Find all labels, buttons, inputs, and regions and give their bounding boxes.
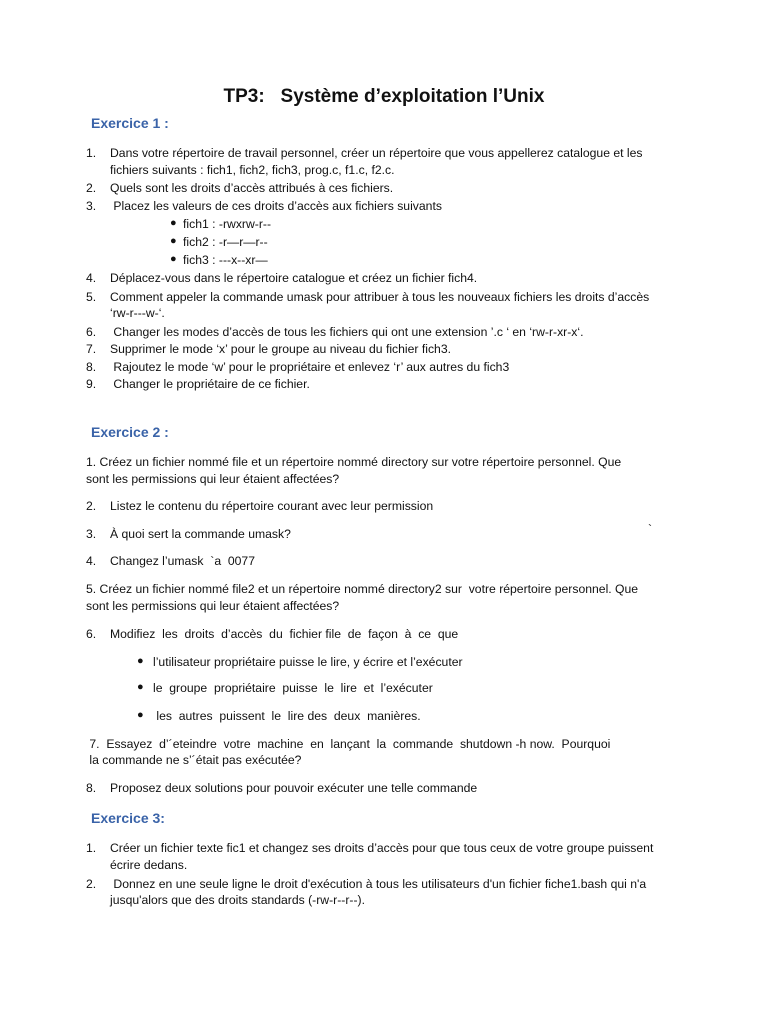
ex2-item-8-number: 8.: [86, 781, 97, 795]
ex1-item-6-number: 6.: [86, 325, 97, 339]
ex1-item-1-line-1: Dans votre répertoire de travail personnel, créer un répertoire que vous appellerez catalogue et les: [110, 146, 643, 160]
bullet-icon: ●: [170, 253, 177, 265]
ex3-item-2-number: 2.: [86, 877, 97, 891]
ex2-item-8-text: Proposez deux solutions pour pouvoir exécuter une telle commande: [110, 781, 478, 795]
ex2-item-2-number: 2.: [86, 499, 97, 513]
ex2-paragraph-1-line-1: 1. Créez un fichier nommé file et un répertoire nommé directory sur votre répertoire personnel. Que: [86, 455, 622, 469]
ex2-paragraph-1-line-2: sont les permissions qui leur étaient affectées?: [86, 472, 340, 486]
ex2-item-6-number: 6.: [86, 627, 97, 641]
ex2-paragraph-7-line-2: la commande ne s’´était pas exécutée?: [86, 753, 302, 767]
exercise-2-heading: Exercice 2 :: [91, 424, 169, 440]
ex2-item-6-text: Modifiez les droits d’accès du fichier file de façon à ce que: [110, 627, 459, 641]
ex2-paragraph-5-line-2: sont les permissions qui leur étaient affectées?: [86, 599, 340, 613]
ex2-item-4-number: 4.: [86, 554, 97, 568]
ex2-item-4-text: Changez l’umask `a 0077: [110, 554, 255, 568]
ex1-item-4-number: 4.: [86, 271, 97, 285]
bullet-icon: ●: [137, 709, 144, 721]
ex3-item-2-line-2: jusqu'alors que des droits standards (-rw-r--r--).: [110, 893, 365, 907]
stray-backtick: `: [648, 522, 653, 536]
ex2-item-3-number: 3.: [86, 527, 97, 541]
ex1-item-8-text: Rajoutez le mode ‘w’ pour le propriétaire et enlevez ‘r’ aux autres du fich3: [110, 360, 510, 374]
ex1-item-1-number: 1.: [86, 146, 97, 160]
bullet-icon: ●: [137, 681, 144, 693]
ex2-item-2-text: Listez le contenu du répertoire courant avec leur permission: [110, 499, 434, 513]
page-title: TP3: Système d’exploitation l’Unix: [223, 86, 545, 107]
ex1-item-1-line-2: fichiers suivants : fich1, fich2, fich3, prog.c, f1.c, f2.c.: [110, 163, 395, 177]
ex1-item-4-text: Déplacez-vous dans le répertoire catalogue et créez un fichier fich4.: [110, 271, 478, 285]
ex3-item-1-line-1: Créer un fichier texte fic1 et changez ses droits d’accès pour que tous ceux de votre groupe puissent: [110, 841, 654, 855]
ex1-item-2-number: 2.: [86, 181, 97, 195]
ex1-item-5-line-2: ‘rw-r---w-‘.: [110, 306, 165, 320]
ex3-item-1-number: 1.: [86, 841, 97, 855]
ex1-item-5-line-1: Comment appeler la commande umask pour attribuer à tous les nouveaux fichiers les droits d’accès: [110, 290, 650, 304]
ex1-item-3-text: Placez les valeurs de ces droits d’accès aux fichiers suivants: [110, 199, 442, 213]
ex1-bullet-2: fich2 : -r—r—r--: [183, 235, 268, 249]
ex1-item-2-text: Quels sont les droits d’accès attribués à ces fichiers.: [110, 181, 394, 195]
ex1-item-7-text: Supprimer le mode ‘x’ pour le groupe au niveau du fichier fich3.: [110, 342, 451, 356]
ex1-item-9-text: Changer le propriétaire de ce fichier.: [110, 377, 310, 391]
ex1-item-6-text: Changer les modes d’accès de tous les fichiers qui ont une extension ’.c ‘ en ‘rw-r-xr-x‘.: [110, 325, 584, 339]
ex1-bullet-3: fich3 : ---x--xr—: [183, 253, 268, 267]
ex1-bullet-1: fich1 : -rwxrw-r--: [183, 217, 272, 231]
ex1-item-7-number: 7.: [86, 342, 97, 356]
ex2-bullet-3: les autres puissent le lire des deux manières.: [153, 709, 421, 723]
ex3-item-1-line-2: écrire dedans.: [110, 858, 188, 872]
ex1-item-9-number: 9.: [86, 377, 97, 391]
ex2-bullet-1: l’utilisateur propriétaire puisse le lire, y écrire et l’exécuter: [153, 655, 463, 669]
ex1-item-8-number: 8.: [86, 360, 97, 374]
ex1-item-5-number: 5.: [86, 290, 97, 304]
ex2-paragraph-7-line-1: 7. Essayez d’´eteindre votre machine en lançant la commande shutdown -h now. Pourquoi: [86, 737, 611, 751]
ex2-bullet-2: le groupe propriétaire puisse le lire et l’exécuter: [153, 681, 433, 695]
ex2-paragraph-5-line-1: 5. Créez un fichier nommé file2 et un répertoire nommé directory2 sur votre répertoire personnel. Que: [86, 582, 639, 596]
ex1-item-3-number: 3.: [86, 199, 97, 213]
exercise-1-heading: Exercice 1 :: [91, 115, 169, 131]
bullet-icon: ●: [137, 655, 144, 667]
bullet-icon: ●: [170, 217, 177, 229]
ex2-item-3-text: À quoi sert la commande umask?: [110, 527, 291, 541]
ex3-item-2-line-1: Donnez en une seule ligne le droit d'exécution à tous les utilisateurs d'un fichier fiche1.bash qui n'a: [110, 877, 647, 891]
exercise-3-heading: Exercice 3:: [91, 810, 165, 826]
bullet-icon: ●: [170, 235, 177, 247]
